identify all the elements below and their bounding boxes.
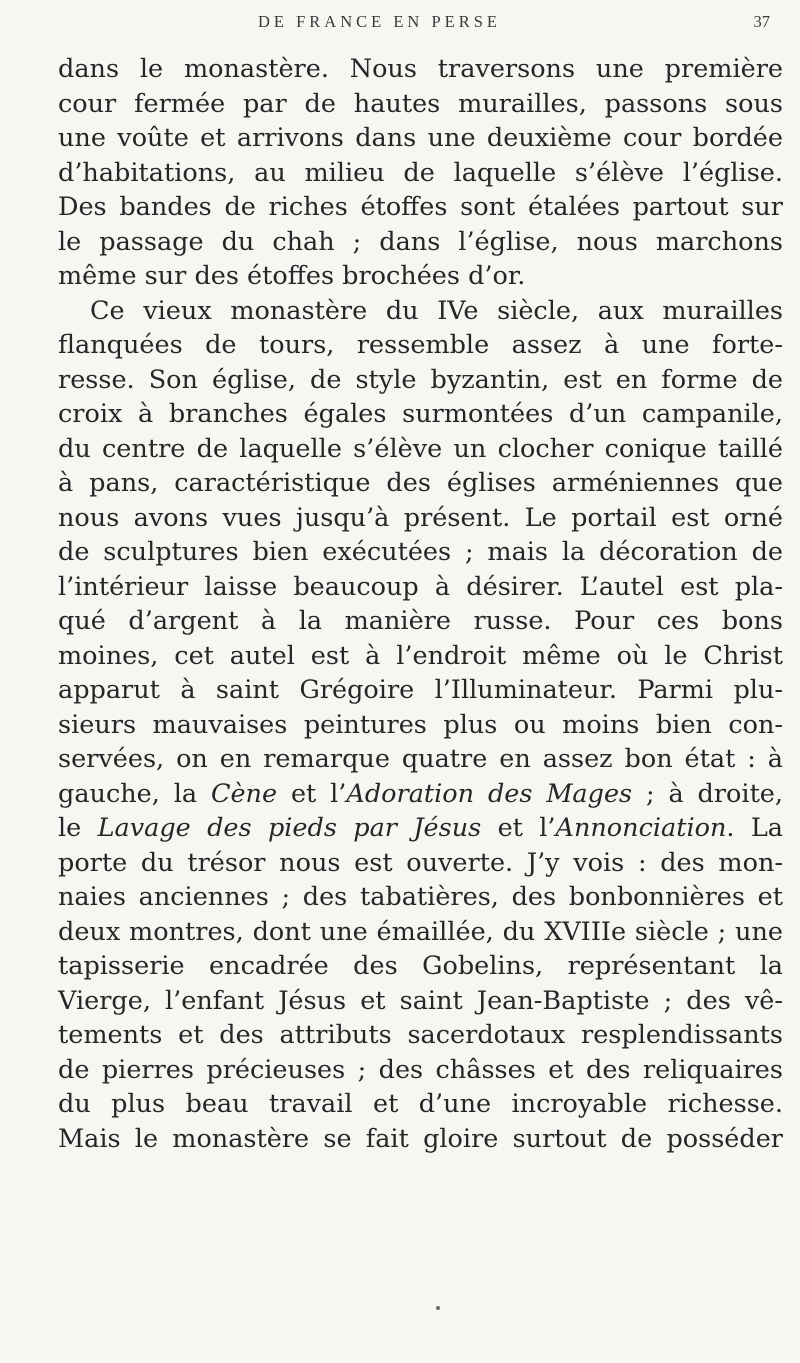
text-line: Ce vieux monastère du IVe siècle, aux murailles: [90, 295, 783, 326]
text-line: tapisserie encadrée des Gobelins, représentant la: [58, 951, 783, 981]
running-title: DE FRANCE EN PERSE: [258, 12, 501, 31]
text-line: d’habitations, au milieu de laquelle s’élève l’église.: [58, 157, 783, 188]
text-line: dans le monastère. Nous traversons une première: [58, 54, 783, 84]
text-line: cour fermée par de hautes murailles, passons sous: [58, 88, 783, 119]
text-line: Mais le monastère se fait gloire surtout de posséder: [58, 1123, 783, 1154]
text-line: moines, cet autel est à l’endroit même où le Christ: [58, 640, 783, 671]
text-line: apparut à saint Grégoire l’Illuminateur. Parmi plu-: [58, 675, 783, 705]
text-line: qué d’argent à la manière russe. Pour ces bons: [58, 606, 783, 636]
text-line: du plus beau travail et d’une incroyable richesse.: [58, 1089, 783, 1119]
running-header: [0, 12, 800, 38]
text-line: sieurs mauvaises peintures plus ou moins bien con-: [58, 709, 783, 740]
text-line: une voûte et arrivons dans une deuxième cour bordée: [58, 123, 783, 153]
text-line: Vierge, l’enfant Jésus et saint Jean-Baptiste ; des vê-: [58, 985, 783, 1016]
text-line: deux montres, dont une émaillée, du XVIIIe siècle ; une: [58, 916, 783, 947]
page-number: 37: [753, 12, 770, 31]
text-run: ; à droite,: [632, 778, 784, 809]
text-line: de sculptures bien exécutées ; mais la décoration de: [58, 537, 783, 567]
text-line: Des bandes de riches étoffes sont étalées partout sur: [58, 192, 783, 222]
painting-title-cene: Cène: [210, 778, 278, 809]
text-run: . La: [726, 813, 783, 843]
text-line: nous avons vues jusqu’à présent. Le portail est orné: [58, 502, 783, 533]
text-line: [58, 777, 783, 812]
painting-title-adoration: Adoration des Mages: [346, 778, 633, 809]
text-line: tements et des attributs sacerdotaux resplendissants: [58, 1020, 783, 1050]
text-line: flanquées de tours, ressemble assez à une forte-: [58, 330, 783, 360]
painting-title-annonciation: Annonciation: [555, 813, 727, 843]
text-run: et l’: [481, 813, 556, 843]
text-run: le: [58, 813, 98, 843]
print-dot: [436, 1306, 440, 1310]
text-line: le passage du chah ; dans l’église, nous marchons: [58, 226, 783, 257]
text-line: resse. Son église, de style byzantin, est en forme de: [58, 364, 783, 395]
text-line: du centre de laquelle s’élève un clocher conique taillé: [58, 433, 783, 464]
text-line: à pans, caractéristique des églises arméniennes que: [58, 468, 783, 498]
text-line: de pierres précieuses ; des châsses et des reliquaires: [58, 1054, 783, 1085]
text-run: et l’: [277, 778, 347, 809]
text-line: l’intérieur laisse beaucoup à désirer. L’autel est pla-: [58, 571, 783, 602]
painting-title-lavage: Lavage des pieds par Jésus: [97, 813, 482, 843]
text-line: même sur des étoffes brochées d’or.: [58, 261, 526, 291]
text-line: naies anciennes ; des tabatières, des bonbonnières et: [58, 882, 783, 912]
text-line: servées, on en remarque quatre en assez bon état : à: [58, 744, 783, 774]
body-text: [58, 52, 783, 1156]
text-line: croix à branches égales surmontées d’un campanile,: [58, 399, 783, 429]
text-line: [58, 811, 783, 846]
text-line: porte du trésor nous est ouverte. J’y vois : des mon-: [58, 847, 783, 878]
text-run: gauche, la: [58, 778, 211, 809]
